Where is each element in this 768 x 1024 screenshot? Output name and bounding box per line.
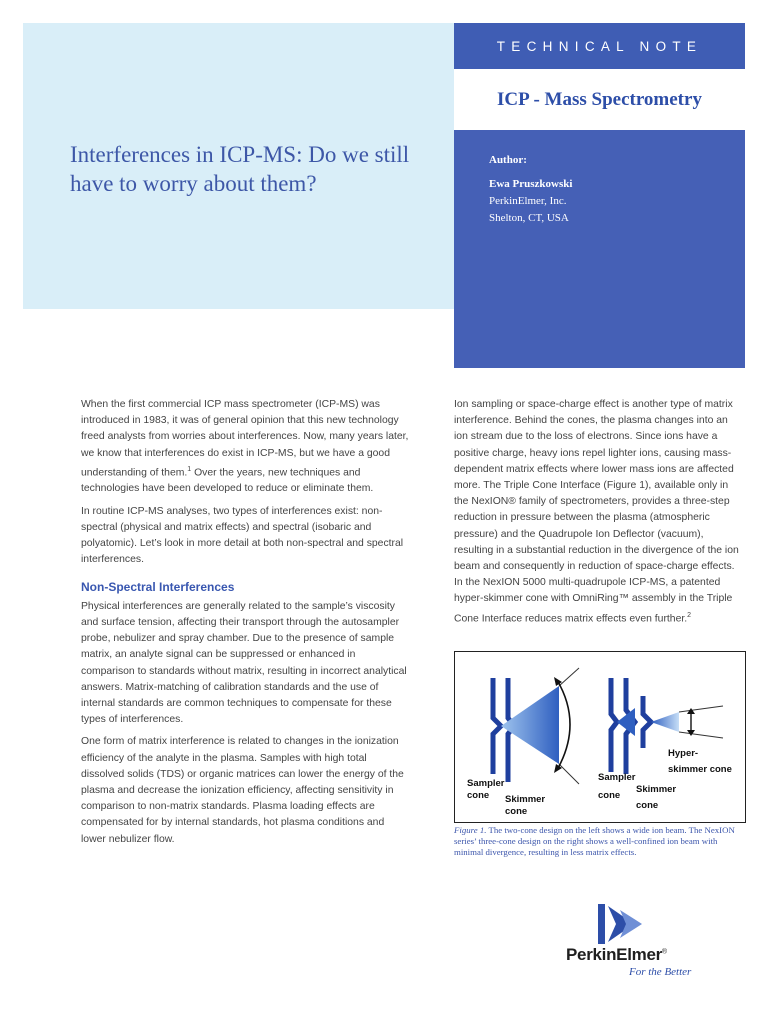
- technical-note-label: TECHNICAL NOTE: [496, 38, 703, 54]
- space-charge-text: Ion sampling or space-charge effect is another type of matrix interference. Behind the cones, the plasma changes into an ion stream due to the loss of electrons. Since ions have a positive charge, heavy ions repel lighter ions, causing mass-dependent matrix effects where lower mass ions are affected more. The Triple Cone Interface (Figure 1), available only in the NexION® family of spectrometers, provides a three-step reduction in pressure between the plasma (atmospheric pressure) and the Quadrupole Ion Deflector (vacuum), resulting in a substantial reduction in the divergence of the ion beam and consequently in reduction of space-charge effects. In the NexION 5000 multi-quadrupole ICP-MS, a patented hyper-skimmer cone with OmniRing™ assembly in the Triple Cone Interface reduces matrix effects even further.: [454, 399, 739, 625]
- logo-tagline: For the Better: [629, 966, 692, 978]
- logo-wordmark: [566, 945, 667, 965]
- technical-note-band: [454, 23, 745, 69]
- page-title: Interferences in ICP-MS: Do we still have to worry about them?: [70, 142, 410, 196]
- confined-edge-upper: [679, 706, 723, 712]
- author-location: Shelton, CT, USA: [489, 212, 569, 224]
- beam-edge-lower: [559, 764, 579, 784]
- label-skimmer-left-1: Skimmer: [505, 794, 546, 805]
- left-column: [81, 397, 411, 854]
- author-organization: PerkinElmer, Inc.: [489, 195, 567, 207]
- hyper-skimmer-cone-shape: [643, 696, 651, 748]
- two-cone-design: [493, 668, 579, 784]
- ionization-paragraph: One form of matrix interference is related to changes in the ionization efficiency of the analyte in the plasma. Samples with high total dissolved solids (TDS) or organic matrices can lower the energy of the plasma and decrease the ionization efficiency, affecting sensitivity in comparison to non-matrix standards. Plasma loading effects are compensated for by internal standards, hot plasma conditions and lower nebulizer flow.: [81, 736, 404, 845]
- logo-wordmark-text: PerkinElmer: [566, 945, 662, 964]
- section-heading-non-spectral: Non-Spectral Interferences: [81, 579, 235, 594]
- subject-label: ICP - Mass Spectrometry: [497, 88, 702, 110]
- perkinelmer-logo: [566, 900, 716, 985]
- reference-1: 1: [187, 465, 192, 473]
- confined-ion-beam: [651, 712, 679, 732]
- types-paragraph: In routine ICP-MS analyses, two types of interferences exist: non-spectral (physical and matrix effects) and spectral (isobaric and polyatomic). Let’s look in more detail at both non-spectral and spectral interferences.: [81, 505, 404, 566]
- figure-caption-label: Figure 1.: [454, 825, 487, 835]
- confined-edge-lower: [679, 732, 723, 738]
- cone-diagram: [455, 652, 745, 822]
- label-sampler-left-2: cone: [467, 790, 490, 801]
- figure-caption-text: The two-cone design on the left shows a wide ion beam. The NexION series’ three-cone design on the right shows a well-confined ion beam with minimal divergence, resulting in less matrix effects.: [454, 825, 735, 857]
- left-sampler-cone-shape: [493, 678, 501, 774]
- figure-caption: [454, 825, 746, 858]
- label-skimmer-left-2: cone: [505, 806, 528, 817]
- label-hyper-1: Hyper-: [668, 748, 699, 759]
- label-skimmer-right-2: cone: [636, 800, 659, 811]
- logo-trademark: ®: [661, 948, 667, 956]
- right-column: [454, 397, 740, 633]
- intro-text-tail: Over the years, new techniques and technologies have been developed to reduce or eliminate them.: [81, 467, 374, 495]
- label-sampler-right-1: Sampler: [598, 772, 636, 783]
- author-name: Ewa Pruszkowski: [489, 178, 573, 190]
- author-label: Author:: [489, 154, 527, 166]
- intro-text: When the first commercial ICP mass spectrometer (ICP-MS) was introduced in 1983, it was of general opinion that this new technology freed analysts from worries about interferences. Now, many years later, we know that interferences do exist in ICP-MS, but we have a good understanding of them.: [81, 399, 409, 479]
- figure-1: [454, 651, 746, 823]
- intro-paragraph: [81, 397, 411, 498]
- logo-mark-icon: [594, 900, 654, 946]
- three-cone-design: [611, 678, 723, 774]
- label-sampler-left-1: Sampler: [467, 778, 505, 789]
- label-hyper-2: skimmer cone: [668, 764, 732, 775]
- label-skimmer-right-1: Skimmer: [636, 784, 677, 795]
- physical-interferences-paragraph: Physical interferences are generally related to the sample’s viscosity and surface tension, affecting their transport through the autosampler probe, nebulizer and spray chamber. Due to the presence of sample matrix, an analyte signal can be suppressed or enhanced in comparison to standards without matrix, resulting in incorrect analytical answers. Matrix-matching of calibration standards and the use of internal standards are common techniques to compensate for these types of interferences.: [81, 600, 407, 726]
- label-sampler-right-2: cone: [598, 790, 621, 801]
- author-panel: [454, 130, 745, 368]
- space-charge-paragraph: [454, 397, 740, 627]
- subject-heading: [454, 69, 745, 130]
- beam-edge-upper: [559, 668, 579, 686]
- reference-2: 2: [687, 611, 692, 619]
- right-sampler-cone-shape: [611, 678, 617, 772]
